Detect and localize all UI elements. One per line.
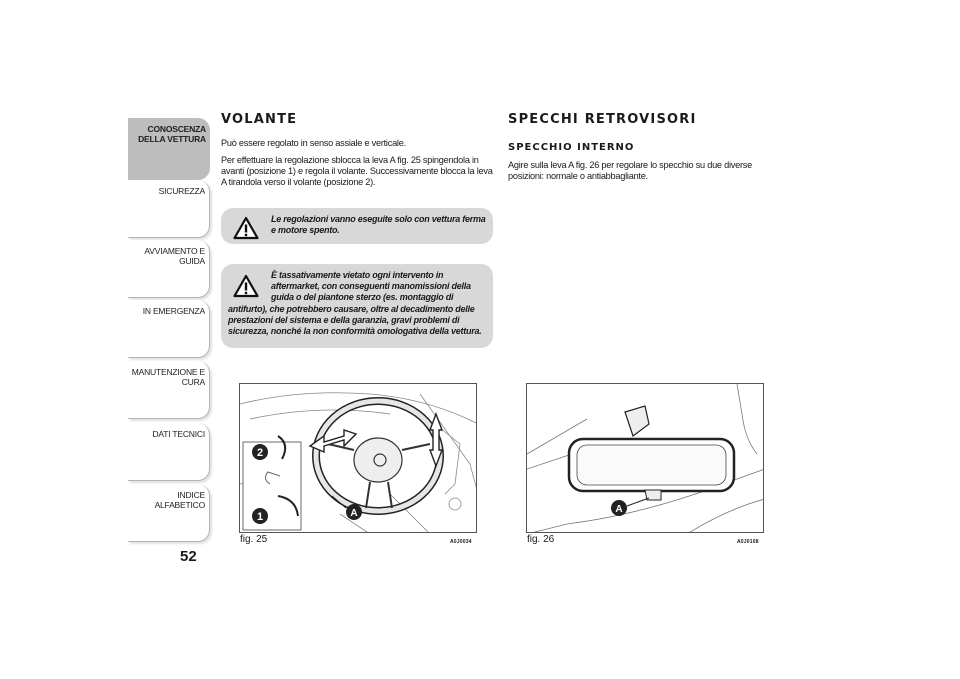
label-a: A	[615, 504, 623, 515]
tab-label: CONOSCENZA DELLA VETTURA	[138, 124, 206, 144]
tab-label: MANUTENZIONE E CURA	[131, 367, 205, 387]
label-a: A	[350, 508, 358, 519]
tab-sicurezza[interactable]	[128, 180, 210, 238]
tab-label: DATI TECNICI	[152, 429, 205, 439]
section-title-specchi: SPECCHI RETROVISORI	[508, 112, 697, 127]
subsection-title: SPECCHIO INTERNO	[508, 142, 635, 153]
tab-label: SICUREZZA	[158, 186, 205, 196]
tab-label: IN EMERGENZA	[142, 306, 205, 316]
mirror-illustration	[527, 384, 764, 533]
note-text: È tassativamente vietato ogni intervento in aftermarket, con conseguenti manomissioni della guida o del piantone sterzo (es. montaggio di	[271, 270, 471, 302]
tab-avviamento[interactable]	[128, 240, 210, 298]
tab-indice[interactable]	[128, 484, 210, 542]
label-1: 1	[256, 511, 264, 523]
paragraph: Può essere regolato in senso assiale e verticale.	[221, 138, 406, 148]
figure-rear-mirror	[526, 383, 764, 533]
paragraph: Per effettuare la regolazione sblocca la leva A fig. 25 spingendola in avanti (posizione 1) e regola il volante. Successivamente blocca la leva A tirandola verso il volante (posizione 2).	[221, 155, 493, 187]
figure-steering-wheel	[239, 383, 477, 533]
figure-code: A0J0108	[737, 539, 759, 545]
steering-wheel-illustration	[240, 384, 477, 533]
tab-emergenza[interactable]	[128, 300, 210, 358]
tab-label: AVVIAMENTO E GUIDA	[144, 246, 205, 266]
paragraph: Agire sulla leva A fig. 26 per regolare lo specchio su due diverse posizioni: normale o antiabbagliante.	[508, 160, 752, 181]
label-2: 2	[256, 447, 264, 459]
warning-note	[221, 208, 493, 244]
warning-triangle-icon	[233, 216, 259, 240]
figure-caption: fig. 25	[240, 534, 268, 545]
tab-manutenzione[interactable]	[128, 361, 210, 419]
warning-triangle-icon	[233, 274, 259, 298]
note-text: antifurto), che potrebbero causare, oltre al decadimento delle prestazioni del sistema e della garanzia, gravi problemi di sicurezza, nonché la non conformità omologativa della vettura.	[228, 304, 482, 336]
tab-label: INDICE ALFABETICO	[154, 490, 205, 510]
tab-conoscenza[interactable]	[128, 118, 210, 180]
figure-code: A0J0034	[450, 539, 472, 545]
tab-dati-tecnici[interactable]	[128, 423, 210, 481]
section-title-volante: VOLANTE	[221, 112, 298, 127]
warning-note	[221, 264, 493, 348]
page-number: 52	[180, 548, 197, 565]
figure-caption: fig. 26	[527, 534, 555, 545]
note-text: Le regolazioni vanno eseguite solo con vettura ferma e motore spento.	[271, 214, 486, 235]
